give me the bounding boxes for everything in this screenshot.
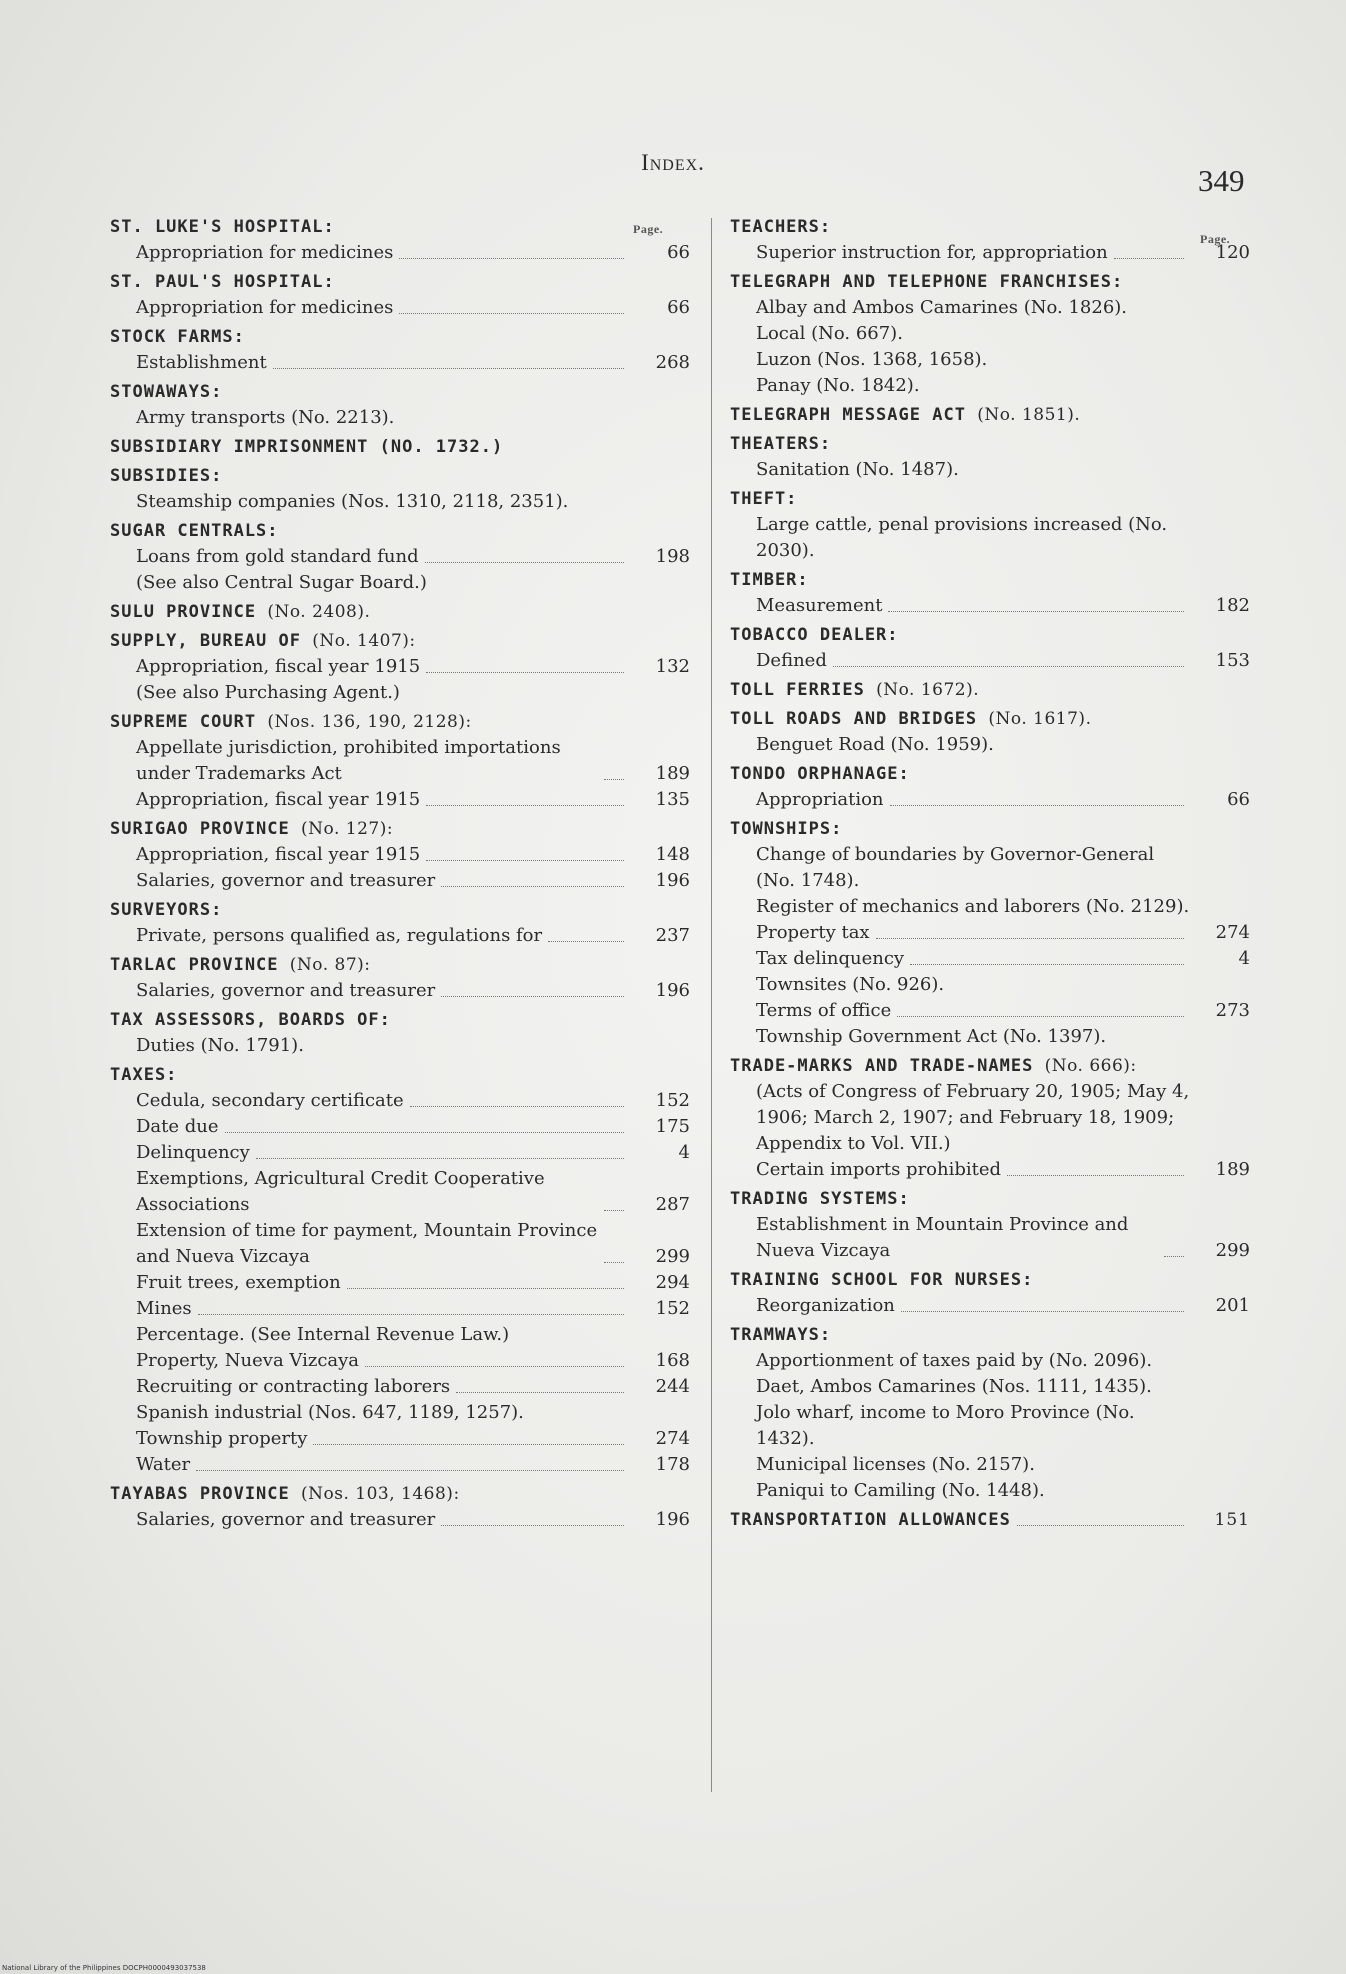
left-page-column-label: Page. <box>633 222 664 236</box>
entry-heading: TAX ASSESSORS, BOARDS OF: <box>110 1010 391 1030</box>
subitem-text: Property, Nueva Vizcaya <box>136 1350 360 1371</box>
entry-heading: TOBACCO DEALER: <box>730 625 899 645</box>
subitem-text: Salaries, governor and treasurer <box>136 1509 436 1530</box>
entry-heading: TRADING SYSTEMS: <box>730 1189 910 1209</box>
entry-subitem <box>730 1348 1250 1374</box>
entry-subitem <box>730 894 1250 920</box>
subitem-page: 153 <box>1215 650 1250 671</box>
index-entry <box>110 816 690 894</box>
subitem-page: 299 <box>655 1246 690 1267</box>
entry-subitem <box>110 1426 690 1452</box>
subitem-text: Appropriation, fiscal year 1915 <box>136 789 421 810</box>
entry-subitem <box>110 350 690 376</box>
subitem-text: Register of mechanics and laborers (No. 2129). <box>756 896 1190 917</box>
entry-subitem <box>110 654 690 680</box>
entry-subitem <box>730 1478 1250 1504</box>
entry-heading: TELEGRAPH MESSAGE ACT (No. 1851). <box>730 405 1081 425</box>
subitem-text: Jolo wharf, income to Moro Province (No. 1432). <box>756 1402 1135 1449</box>
index-entry <box>730 761 1250 813</box>
entry-subitem <box>730 946 1250 972</box>
subitem-page: 148 <box>655 844 690 865</box>
entry-heading: TONDO ORPHANAGE: <box>730 764 910 784</box>
entry-heading: TEACHERS: <box>730 217 832 237</box>
index-entry <box>730 402 1250 428</box>
entry-subitem <box>110 1033 690 1059</box>
entry-subitem <box>730 1374 1250 1400</box>
subitem-page: 299 <box>1215 1240 1250 1261</box>
subitem-text: Measurement <box>756 595 883 616</box>
entry-heading: SURVEYORS: <box>110 900 223 920</box>
index-entry <box>110 709 690 813</box>
entry-heading: TOLL ROADS AND BRIDGES (No. 1617). <box>730 709 1092 729</box>
entry-subitem <box>110 240 690 266</box>
entry-subitem <box>730 512 1250 564</box>
subitem-text: Superior instruction for, appropriation <box>756 242 1108 263</box>
entry-subitem <box>110 680 690 706</box>
entry-page: 151 <box>1214 1510 1250 1530</box>
index-entry <box>730 214 1250 266</box>
subitem-page: 244 <box>655 1376 690 1397</box>
index-entry <box>730 1053 1250 1183</box>
entry-subitem <box>730 373 1250 399</box>
index-entry <box>110 599 690 625</box>
entry-heading: TRAINING SCHOOL FOR NURSES: <box>730 1270 1034 1290</box>
subitem-page: 274 <box>1215 922 1250 943</box>
subitem-text: Tax delinquency <box>756 948 905 969</box>
entry-subitem <box>110 1322 690 1348</box>
entry-subitem <box>110 1140 690 1166</box>
running-head: Index. <box>641 150 705 175</box>
entry-subitem <box>730 998 1250 1024</box>
index-entry <box>730 1322 1250 1504</box>
subitem-text: Albay and Ambos Camarines (No. 1826). <box>756 297 1128 318</box>
subitem-text: Township property <box>136 1428 308 1449</box>
index-entry <box>110 269 690 321</box>
entry-subitem <box>110 1400 690 1426</box>
subitem-page: 66 <box>1227 789 1250 810</box>
subitem-page: 182 <box>1215 595 1250 616</box>
subitem-text: Extension of time for payment, Mountain Province and Nueva Vizcaya <box>136 1220 598 1267</box>
subitem-text: Panay (No. 1842). <box>756 375 920 396</box>
entry-subitem <box>730 457 1250 483</box>
subitem-text: Townsites (No. 926). <box>756 974 945 995</box>
subitem-text: (See also Central Sugar Board.) <box>136 572 427 593</box>
subitem-page: 4 <box>1238 948 1250 969</box>
entry-subitem <box>730 787 1250 813</box>
subitem-text: Private, persons qualified as, regulations for <box>136 925 543 946</box>
subitem-text: Large cattle, penal provisions increased (No. 2030). <box>756 514 1168 561</box>
subitem-text: Establishment in Mountain Province and Nueva Vizcaya <box>756 1214 1129 1261</box>
entry-heading: TAXES: <box>110 1065 178 1085</box>
subitem-text: Salaries, governor and treasurer <box>136 980 436 1001</box>
entry-subitem <box>110 1296 690 1322</box>
subitem-text: Municipal licenses (No. 2157). <box>756 1454 1035 1475</box>
entry-subitem <box>110 1452 690 1478</box>
subitem-text: Appropriation, fiscal year 1915 <box>136 844 421 865</box>
subitem-page: 178 <box>655 1454 690 1475</box>
entry-subitem <box>730 972 1250 998</box>
subitem-text: Appellate jurisdiction, prohibited importations under Trademarks Act <box>136 737 561 784</box>
index-entry <box>110 897 690 949</box>
index-entry <box>110 463 690 515</box>
subitem-text: Cedula, secondary certificate <box>136 1090 404 1111</box>
entry-heading: SURIGAO PROVINCE (No. 127): <box>110 819 394 839</box>
index-entry <box>730 567 1250 619</box>
entry-subitem <box>110 1507 690 1533</box>
subitem-text: Property tax <box>756 922 870 943</box>
subitem-text: Water <box>136 1454 191 1475</box>
subitem-text: Appropriation for medicines <box>136 242 394 263</box>
entry-subitem <box>730 321 1250 347</box>
subitem-text: Paniqui to Camiling (No. 1448). <box>756 1480 1045 1501</box>
entry-subitem <box>730 1157 1250 1183</box>
subitem-text: Army transports (No. 2213). <box>136 407 395 428</box>
entry-subitem <box>110 570 690 596</box>
subitem-text: Exemptions, Agricultural Credit Cooperative Associations <box>136 1168 545 1215</box>
subitem-page: 196 <box>655 1509 690 1530</box>
entry-heading: THEFT: <box>730 489 798 509</box>
entry-heading: TRAMWAYS: <box>730 1325 832 1345</box>
entry-subitem <box>730 732 1250 758</box>
entry-heading: TAYABAS PROVINCE (Nos. 103, 1468): <box>110 1484 460 1504</box>
subitem-page: 274 <box>655 1428 690 1449</box>
subitem-page: 132 <box>655 656 690 677</box>
subitem-text: Loans from gold standard fund <box>136 546 419 567</box>
entry-subitem <box>110 735 690 787</box>
entry-subitem <box>730 1212 1250 1264</box>
subitem-text: Spanish industrial (Nos. 647, 1189, 1257). <box>136 1402 524 1423</box>
subitem-page: 120 <box>1215 242 1250 263</box>
subitem-page: 201 <box>1215 1295 1250 1316</box>
entry-heading: TELEGRAPH AND TELEPHONE FRANCHISES: <box>730 272 1124 292</box>
entry-subitem <box>730 1293 1250 1319</box>
entry-heading: SUBSIDIARY IMPRISONMENT (NO. 1732.) <box>110 437 504 457</box>
entry-subitem <box>110 295 690 321</box>
subitem-text: Steamship companies (Nos. 1310, 2118, 2351). <box>136 491 569 512</box>
entry-subitem <box>730 920 1250 946</box>
entry-subitem <box>110 787 690 813</box>
entry-subitem <box>110 868 690 894</box>
subitem-page: 168 <box>655 1350 690 1371</box>
index-entry <box>110 1062 690 1478</box>
subitem-page: 294 <box>655 1272 690 1293</box>
subitem-page: 189 <box>1215 1159 1250 1180</box>
entry-heading: SULU PROVINCE (No. 2408). <box>110 602 371 622</box>
entry-subitem <box>730 295 1250 321</box>
subitem-text: Salaries, governor and treasurer <box>136 870 436 891</box>
subitem-text: Delinquency <box>136 1142 250 1163</box>
entry-subitem <box>110 923 690 949</box>
entry-heading: ST. PAUL'S HOSPITAL: <box>110 272 335 292</box>
subitem-page: 152 <box>655 1298 690 1319</box>
subitem-text: Apportionment of taxes paid by (No. 2096). <box>756 1350 1153 1371</box>
index-entry <box>110 1481 690 1533</box>
entry-subitem <box>110 842 690 868</box>
entry-heading: TRANSPORTATION ALLOWANCES 151 <box>730 1507 1250 1533</box>
entry-subitem <box>110 1166 690 1218</box>
entry-subitem <box>110 405 690 431</box>
subitem-page: 273 <box>1215 1000 1250 1021</box>
entry-heading: TOWNSHIPS: <box>730 819 843 839</box>
subitem-page: 198 <box>655 546 690 567</box>
entry-subitem <box>110 1114 690 1140</box>
subitem-page: 66 <box>667 297 690 318</box>
subitem-text: Appropriation for medicines <box>136 297 394 318</box>
subitem-text: Defined <box>756 650 827 671</box>
subitem-page: 268 <box>655 352 690 373</box>
entry-subitem <box>730 1079 1250 1157</box>
entry-heading: THEATERS: <box>730 434 832 454</box>
subitem-text: Appropriation <box>756 789 884 810</box>
subitem-text: Township Government Act (No. 1397). <box>756 1026 1107 1047</box>
subitem-text: Percentage. (See Internal Revenue Law.) <box>136 1324 510 1345</box>
right-page-column-label: Page. <box>1200 232 1231 246</box>
index-entry <box>730 269 1250 399</box>
entry-subitem <box>110 1218 690 1270</box>
footer-credit: National Library of the Philippines DOCPH0000493037538 <box>2 1964 206 1972</box>
entry-subitem <box>730 593 1250 619</box>
subitem-page: 237 <box>655 925 690 946</box>
entry-heading: STOWAWAYS: <box>110 382 223 402</box>
page-number: 349 <box>1198 163 1245 198</box>
subitem-text: Reorganization <box>756 1295 895 1316</box>
subitem-page: 152 <box>655 1090 690 1111</box>
index-entry <box>110 1007 690 1059</box>
index-entry <box>730 431 1250 483</box>
entry-heading: STOCK FARMS: <box>110 327 245 347</box>
subitem-text: Change of boundaries by Governor-General (No. 1748). <box>756 844 1155 891</box>
index-entry <box>110 214 690 266</box>
index-entry <box>110 628 690 706</box>
entry-subitem <box>110 544 690 570</box>
index-entry <box>730 486 1250 564</box>
subitem-text: Luzon (Nos. 1368, 1658). <box>756 349 988 370</box>
subitem-page: 287 <box>655 1194 690 1215</box>
entry-heading: TIMBER: <box>730 570 809 590</box>
index-entry <box>110 379 690 431</box>
index-entry <box>730 622 1250 674</box>
subitem-page: 196 <box>655 870 690 891</box>
column-divider <box>711 218 712 1792</box>
entry-heading: SUPREME COURT (Nos. 136, 190, 2128): <box>110 712 472 732</box>
entry-subitem <box>730 842 1250 894</box>
entry-subitem <box>110 1348 690 1374</box>
entry-heading: SUGAR CENTRALS: <box>110 521 279 541</box>
subitem-text: Certain imports prohibited <box>756 1159 1002 1180</box>
entry-subitem <box>730 1400 1250 1452</box>
index-entry <box>110 952 690 1004</box>
subitem-text: Appropriation, fiscal year 1915 <box>136 656 421 677</box>
entry-heading: TRADE-MARKS AND TRADE-NAMES (No. 666): <box>730 1056 1137 1076</box>
index-entry <box>110 518 690 596</box>
subitem-page: 175 <box>655 1116 690 1137</box>
entry-subitem <box>110 1270 690 1296</box>
entry-subitem <box>730 1024 1250 1050</box>
entry-heading: SUPPLY, BUREAU OF (No. 1407): <box>110 631 416 651</box>
entry-subitem <box>110 489 690 515</box>
index-entry <box>730 677 1250 703</box>
subitem-page: 135 <box>655 789 690 810</box>
subitem-text: Establishment <box>136 352 267 373</box>
index-entry <box>730 1267 1250 1319</box>
subitem-text: Mines <box>136 1298 192 1319</box>
entry-subitem <box>730 648 1250 674</box>
entry-subitem <box>730 347 1250 373</box>
index-entry <box>110 434 690 460</box>
subitem-page: 196 <box>655 980 690 1001</box>
subitem-page: 66 <box>667 242 690 263</box>
entry-subitem <box>730 240 1250 266</box>
subitem-text: Daet, Ambos Camarines (Nos. 1111, 1435). <box>756 1376 1152 1397</box>
subitem-text: Benguet Road (No. 1959). <box>756 734 994 755</box>
subitem-text: Local (No. 667). <box>756 323 903 344</box>
subitem-text: Terms of office <box>756 1000 892 1021</box>
right-column <box>730 211 1250 1533</box>
entry-heading: TOLL FERRIES (No. 1672). <box>730 680 980 700</box>
subitem-page: 4 <box>678 1142 690 1163</box>
entry-heading: SUBSIDIES: <box>110 466 223 486</box>
entry-subitem <box>110 978 690 1004</box>
subitem-text: Fruit trees, exemption <box>136 1272 341 1293</box>
subitem-text: (See also Purchasing Agent.) <box>136 682 400 703</box>
entry-subitem <box>730 1452 1250 1478</box>
subitem-page: 189 <box>655 763 690 784</box>
left-column <box>110 211 690 1533</box>
subitem-text: Sanitation (No. 1487). <box>756 459 959 480</box>
index-entry <box>110 324 690 376</box>
index-entry <box>730 816 1250 1050</box>
entry-subitem <box>110 1374 690 1400</box>
subitem-text: Recruiting or contracting laborers <box>136 1376 451 1397</box>
subitem-text: (Acts of Congress of February 20, 1905; May 4, 1906; March 2, 1907; and February 18, 1909; Appendix to Vol. VII.) <box>756 1081 1190 1154</box>
index-entry <box>730 1186 1250 1264</box>
index-entry <box>730 706 1250 758</box>
subitem-text: Duties (No. 1791). <box>136 1035 304 1056</box>
entry-heading: ST. LUKE'S HOSPITAL: <box>110 217 335 237</box>
subitem-text: Date due <box>136 1116 219 1137</box>
entry-subitem <box>110 1088 690 1114</box>
entry-heading: TARLAC PROVINCE (No. 87): <box>110 955 371 975</box>
index-entry <box>730 1507 1250 1533</box>
